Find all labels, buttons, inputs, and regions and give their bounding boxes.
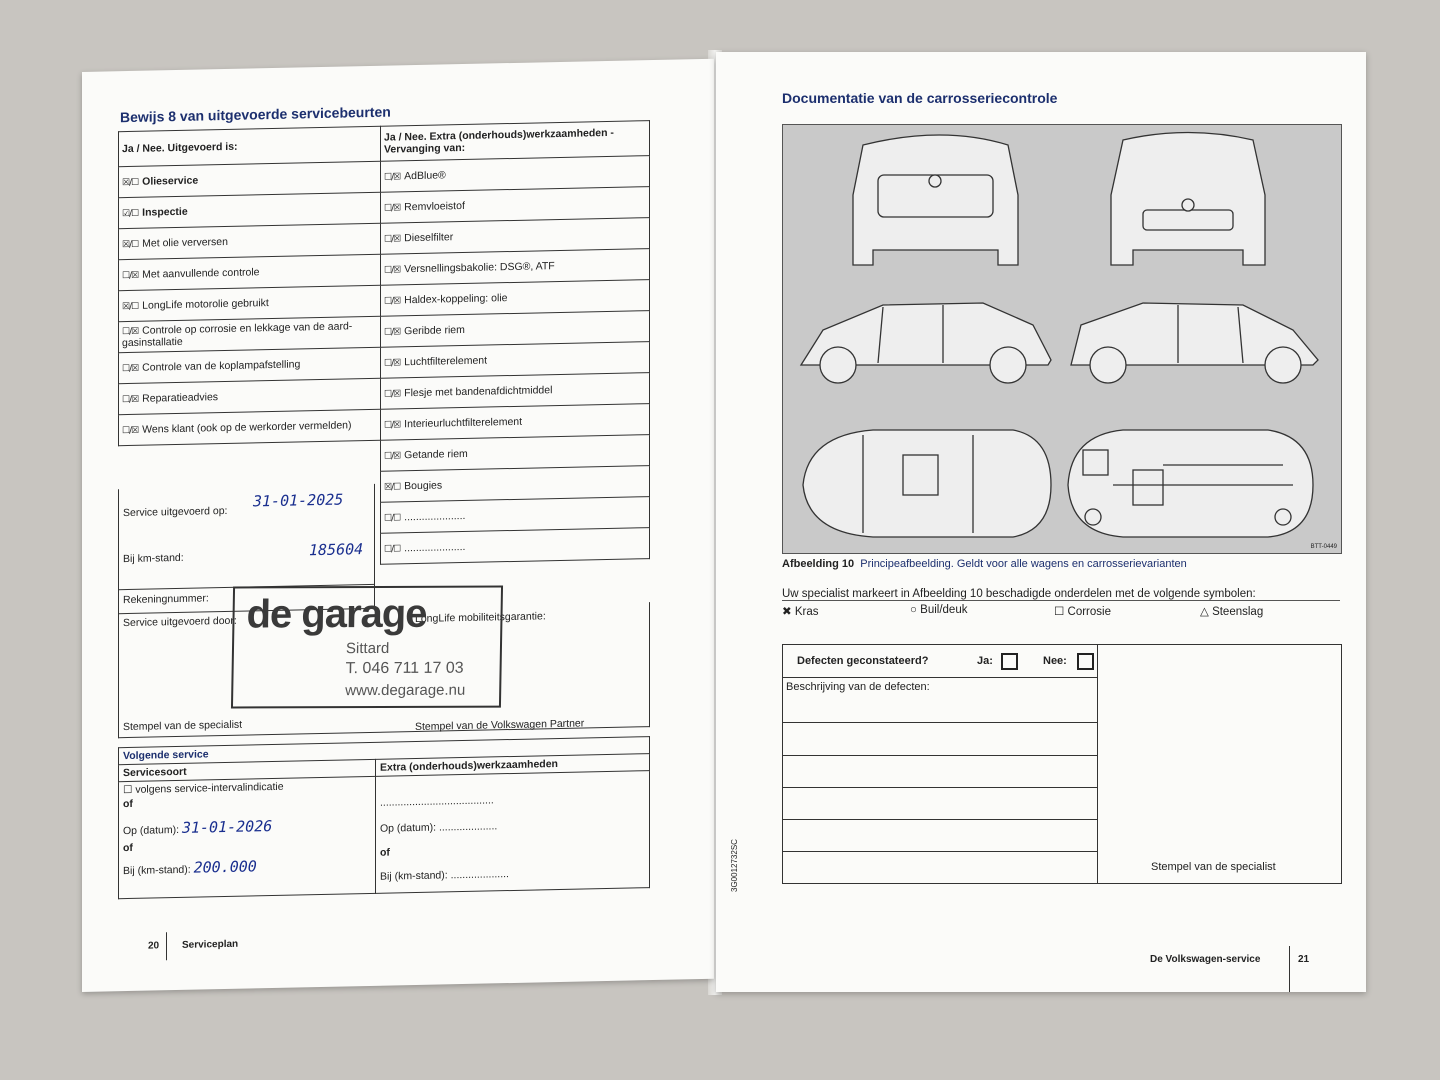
service-item-label: Reparatieadvies xyxy=(142,391,219,405)
stamp-phone: T. 046 711 17 03 xyxy=(345,659,464,678)
right-page xyxy=(716,52,1366,992)
stamp-web: www.degarage.nu xyxy=(345,681,466,700)
yes-no-checkbox[interactable]: ☐/☒ xyxy=(384,389,401,400)
performed-by-label: Service uitgevoerd door: xyxy=(123,614,237,630)
car-side-view-right xyxy=(1071,303,1318,383)
left-page-section: Serviceplan xyxy=(182,938,239,951)
km-value: 185604 xyxy=(309,540,364,560)
car-rear-view xyxy=(853,135,1018,265)
next-km-label: Bij (km-stand): xyxy=(123,863,191,878)
next-r-date-label: Op (datum): xyxy=(380,821,437,835)
yes-no-checkbox[interactable]: ☒/☐ xyxy=(384,482,401,493)
next-r-km-label: Bij (km-stand): xyxy=(380,869,448,883)
next-date-label: Op (datum): xyxy=(123,823,180,838)
yes-no-checkbox[interactable]: ☐/☒ xyxy=(384,296,401,307)
yes-no-checkbox[interactable]: ☐/☒ xyxy=(122,326,139,338)
defects-label: Defecten geconstateerd? xyxy=(797,655,929,667)
footer-divider xyxy=(166,932,167,960)
extra-item-label: Luchtfilterelement xyxy=(404,354,488,369)
service-item-label: Wens klant (ook op de werkorder vermelden) xyxy=(142,419,352,436)
right-stamp-label: Stempel van de specialist xyxy=(1151,861,1276,873)
yes-no-checkbox[interactable]: ☐/☒ xyxy=(122,425,139,437)
stamp-name: de garage xyxy=(246,591,427,637)
yes-no-checkbox[interactable]: ☐/☒ xyxy=(384,203,401,214)
symbol-glyph: △ xyxy=(1200,606,1209,618)
right-page-title: Documentatie van de carrosseriecontrole xyxy=(782,90,1058,106)
col1-header: Ja / Nee. Uitgevoerd is: xyxy=(119,126,381,166)
service-date-label: Service uitgevoerd op: xyxy=(123,504,228,520)
extra-item-label: Bougies xyxy=(404,479,443,493)
symbol-label: Kras xyxy=(794,606,819,618)
next-km-value: 200.000 xyxy=(193,857,257,877)
service-date-value: 31-01-2025 xyxy=(253,490,344,511)
caption-label: Afbeelding 10 xyxy=(782,558,855,570)
line-3 xyxy=(783,787,1097,788)
yes-no-checkbox[interactable]: ☒/☐ xyxy=(122,177,139,189)
next-r-of: of xyxy=(380,846,390,859)
yes-no-checkbox[interactable]: ☐/☒ xyxy=(384,451,401,462)
next-date-value: 31-01-2026 xyxy=(181,817,273,837)
symbol-label: Steenslag xyxy=(1212,606,1264,618)
yes-no-checkbox[interactable]: ☐/☒ xyxy=(384,265,401,276)
left-page-title: Bewijs 8 van uitgevoerde servicebeurten xyxy=(120,103,391,126)
symbol-item xyxy=(1200,604,1263,618)
car-diagram xyxy=(783,125,1341,553)
symbol-label: Corrosie xyxy=(1067,606,1111,618)
next-extra-dots: ....................................... xyxy=(380,794,494,809)
line-1 xyxy=(783,722,1097,723)
nee-checkbox[interactable] xyxy=(1077,653,1094,670)
service-date-block xyxy=(118,484,375,590)
invoice-label: Rekeningnummer: xyxy=(123,592,209,607)
line-4 xyxy=(783,819,1097,820)
right-footer-section: De Volkswagen-service xyxy=(1150,954,1261,965)
right-footer-divider xyxy=(1289,946,1290,992)
line-2 xyxy=(783,755,1097,756)
extra-item-label: Haldex-koppeling: olie xyxy=(404,292,508,307)
next-interval: ☐ volgens service-intervalindicatie xyxy=(123,780,284,797)
symbol-label: Buil/deuk xyxy=(920,604,968,616)
yes-no-checkbox[interactable]: ☒/☐ xyxy=(122,301,139,313)
service-item-label: Olieservice xyxy=(142,174,199,188)
symbols-instruction: Uw specialist markeert in Afbeelding 10 beschadigde onderdelen met de volgende symbolen: xyxy=(782,588,1256,600)
extra-item-label: ..................... xyxy=(404,540,466,555)
yes-no-checkbox[interactable]: ☑/☐ xyxy=(122,208,139,220)
service-item-label: Controle van de koplampafstelling xyxy=(142,358,301,374)
symbol-glyph: ✖ xyxy=(782,606,792,618)
car-top-view xyxy=(803,430,1051,537)
col2-header: Ja / Nee. Extra (onderhouds)werkzaamheden - Vervanging van: xyxy=(381,121,650,162)
yes-no-checkbox[interactable]: ☒/☐ xyxy=(122,239,139,251)
symbol-item xyxy=(1054,604,1111,618)
car-diagram-figure xyxy=(782,124,1342,554)
ja-checkbox[interactable] xyxy=(1001,653,1018,670)
service-item-label: Met olie verversen xyxy=(142,235,228,250)
service-item-label: LongLife motorolie gebruikt xyxy=(142,297,269,312)
extra-item-label: Geribde riem xyxy=(404,323,465,338)
defects-divider xyxy=(783,677,1097,678)
symbol-glyph: ○ xyxy=(910,604,917,616)
extra-item-label: Getande riem xyxy=(404,447,468,462)
yes-no-checkbox[interactable]: ☐/☒ xyxy=(384,420,401,431)
next-service-table xyxy=(118,736,650,899)
caption-text: Principeafbeelding. Geldt voor alle wagens en carrosserievarianten xyxy=(860,558,1187,570)
extra-item-label: ..................... xyxy=(404,509,466,524)
right-page-number: 21 xyxy=(1298,954,1310,965)
next-col1: Servicesoort xyxy=(119,759,376,781)
stamp-specialist-label: Stempel van de specialist xyxy=(123,718,243,734)
next-r-km-dots: .................... xyxy=(450,868,509,882)
symbol-glyph: ☐ xyxy=(1054,606,1065,618)
yes-no-checkbox[interactable]: ☐/☒ xyxy=(384,234,401,245)
extra-item-label: Versnellingsbakolie: DSG®, ATF xyxy=(404,260,555,276)
longlife-label: LongLife mobiliteitsgarantie: xyxy=(415,610,546,626)
garage-stamp xyxy=(231,586,503,709)
yes-no-checkbox[interactable]: ☐/☐ xyxy=(384,544,401,555)
symbol-item xyxy=(910,604,967,616)
next-service-title: Volgende service xyxy=(119,737,650,765)
defects-box xyxy=(782,644,1342,884)
next-r-date-dots: .................... xyxy=(438,820,498,834)
extra-item-label: Dieselfilter xyxy=(404,231,454,245)
yes-no-checkbox[interactable]: ☐/☒ xyxy=(384,358,401,369)
symbols-divider xyxy=(782,600,1340,601)
doc-code: 3G0012732SC xyxy=(730,839,739,892)
next-right-cell xyxy=(376,771,650,894)
extra-item-label: Interieurluchtfilterelement xyxy=(404,415,523,431)
service-right-cell xyxy=(381,528,650,565)
nee-label: Nee: xyxy=(1043,655,1067,667)
km-label: Bij km-stand: xyxy=(123,551,184,566)
extra-item-label: Flesje met bandenafdichtmiddel xyxy=(404,384,553,400)
left-page-number: 20 xyxy=(148,940,160,952)
car-side-view-left xyxy=(801,303,1051,383)
yes-no-checkbox[interactable]: ☐/☒ xyxy=(384,172,401,183)
extra-item-label: Remvloeistof xyxy=(404,199,465,214)
next-of-1: of xyxy=(123,797,133,811)
line-5 xyxy=(783,851,1097,852)
car-underbody-view xyxy=(1068,430,1313,537)
yes-no-checkbox[interactable]: ☐/☐ xyxy=(384,513,401,524)
figure-code: BTT-0449 xyxy=(1310,544,1337,550)
defects-left xyxy=(783,645,1098,883)
next-of-2: of xyxy=(123,841,133,855)
symbol-item xyxy=(782,604,819,618)
figure-caption xyxy=(782,558,1187,570)
car-front-view xyxy=(1111,133,1265,266)
description-label: Beschrijving van de defecten: xyxy=(786,681,930,693)
next-col2: Extra (onderhouds)werkzaamheden xyxy=(376,754,650,777)
ja-label: Ja: xyxy=(977,655,993,667)
next-left-cell xyxy=(119,776,376,898)
symbol-legend xyxy=(782,604,1342,620)
service-item-label: Met aanvullende controle xyxy=(142,266,260,281)
service-item-label: Controle op corrosie en lekkage van de aard-gasinstallatie xyxy=(122,320,353,350)
yes-no-checkbox[interactable]: ☐/☒ xyxy=(384,327,401,338)
yes-no-checkbox[interactable]: ☐/☒ xyxy=(122,363,139,375)
yes-no-checkbox[interactable]: ☐/☒ xyxy=(122,270,139,282)
stamp-partner-label: Stempel van de Volkswagen Partner xyxy=(415,717,585,734)
extra-item-label: AdBlue® xyxy=(404,169,446,183)
left-page xyxy=(82,59,714,992)
stamp-city: Sittard xyxy=(345,639,390,658)
yes-no-checkbox[interactable]: ☐/☒ xyxy=(122,394,139,406)
service-item-label: Inspectie xyxy=(142,205,188,219)
